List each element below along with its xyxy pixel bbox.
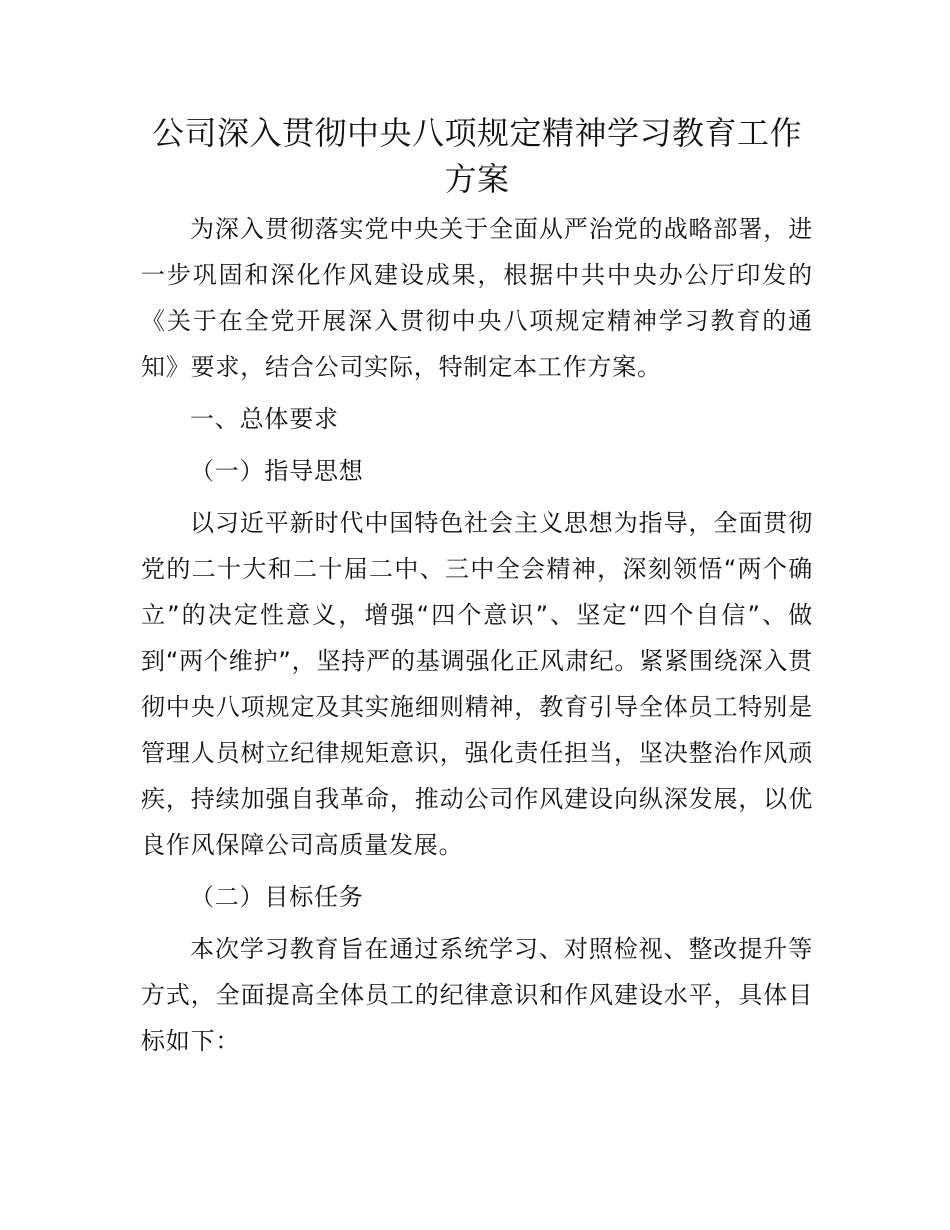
- section-heading-1: 一、总体要求: [190, 405, 339, 433]
- document-title: 公司深入贯彻中央八项规定精神学习教育工作方案: [151, 114, 802, 198]
- subsection-heading-guiding-ideology: （一）指导思想: [190, 457, 364, 485]
- objectives-paragraph: 本次学习教育旨在通过系统学习、对照检视、整改提升等方式，全面提高全体员工的纪律意识和作风建设水平，具体目标如下：: [141, 935, 813, 1055]
- intro-paragraph: 为深入贯彻落实党中央关于全面从严治党的战略部署，进一步巩固和深化作风建设成果，根据中共中央办公厅印发的《关于在全党开展深入贯彻中央八项规定精神学习教育的通知》要求，结合公司实际，特制定本工作方案。: [141, 215, 813, 381]
- guiding-ideology-paragraph: 以习近平新时代中国特色社会主义思想为指导，全面贯彻党的二十大和二十届二中、三中全会精神，深刻领悟“两个确立”的决定性意义，增强“四个意识”、坚定“四个自信”、做到“两个维护”，坚持严的基调强化正风肃纪。紧紧围绕深入贯彻中央八项规定及其实施细则精神，教育引导全体员工特别是管理人员树立纪律规矩意识，强化责任担当，坚决整治作风顽疾，持续加强自我革命，推动公司作风建设向纵深发展，以优良作风保障公司高质量发展。: [141, 509, 813, 859]
- subsection-heading-objectives: （二）目标任务: [190, 883, 364, 911]
- document-page: [141, 110, 813, 1064]
